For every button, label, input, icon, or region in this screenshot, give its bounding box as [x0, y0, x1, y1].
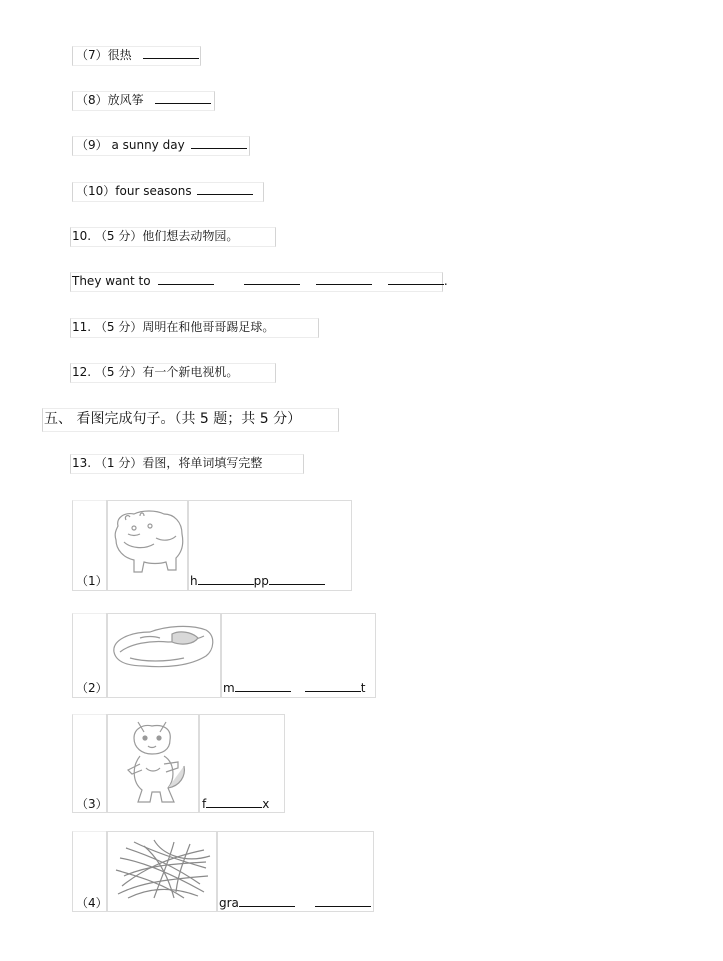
q10-blank-1[interactable] [158, 272, 214, 285]
row4-num: （4） [76, 896, 108, 910]
q10-blank[interactable] [197, 182, 253, 195]
q10-blank-3[interactable] [316, 272, 372, 285]
row2-part-2: t [360, 681, 366, 695]
q9-item [76, 136, 247, 154]
row4-part-1: gra [219, 896, 239, 910]
q7-label: （7）很热 [76, 48, 132, 62]
q8-item [76, 91, 211, 109]
row4-answer [219, 895, 371, 911]
q7-blank[interactable] [143, 46, 199, 59]
grass-icon [114, 836, 212, 902]
q9-label: （9） a sunny day [76, 138, 185, 152]
row2-num: （2） [76, 681, 108, 695]
row1-part-1: h [190, 574, 198, 588]
row1-blank-2[interactable] [269, 573, 325, 585]
q9-blank[interactable] [191, 136, 247, 149]
row1-part-2: pp [253, 574, 269, 588]
row4-blank-2[interactable] [315, 895, 371, 907]
row2-blank-1[interactable] [235, 680, 291, 692]
row2-blank-2[interactable] [305, 680, 361, 692]
row2-answer [223, 680, 365, 696]
row3-part-2: x [262, 797, 270, 811]
meat-icon [110, 622, 216, 672]
q13-title: 13. （1 分）看图，将单词填写完整 [72, 456, 263, 470]
q10-sentence-prefix: They want to [72, 274, 151, 288]
row1-blank-1[interactable] [198, 573, 254, 585]
q10-title: 10. （5 分）他们想去动物园。 [72, 229, 239, 243]
q10-item [76, 182, 253, 200]
row2-part-1: m [223, 681, 235, 695]
q10-sentence [72, 272, 448, 290]
row3-num: （3） [76, 797, 108, 811]
q12-title: 12. （5 分）有一个新电视机。 [72, 365, 239, 379]
q8-label: （8）放风筝 [76, 93, 144, 107]
row3-blank-1[interactable] [206, 796, 262, 808]
row3-part-1: f [202, 797, 207, 811]
section5-title: 五、 看图完成句子。（共 5 题；共 5 分） [44, 411, 302, 427]
q10-label: （10）four seasons [76, 184, 192, 198]
row1-answer [190, 573, 325, 589]
fox-icon [120, 716, 190, 806]
q8-blank[interactable] [155, 91, 211, 104]
q10-blank-4[interactable] [388, 272, 444, 285]
q10-blank-2[interactable] [244, 272, 300, 285]
q10-sentence-end: . [443, 274, 448, 288]
q11-title: 11. （5 分）周明在和他哥哥踢足球。 [72, 320, 275, 334]
row4-blank-1[interactable] [239, 895, 295, 907]
row1-num: （1） [76, 574, 108, 588]
row3-answer [202, 796, 269, 812]
q7-item [76, 46, 199, 64]
hippo-icon [110, 508, 186, 574]
